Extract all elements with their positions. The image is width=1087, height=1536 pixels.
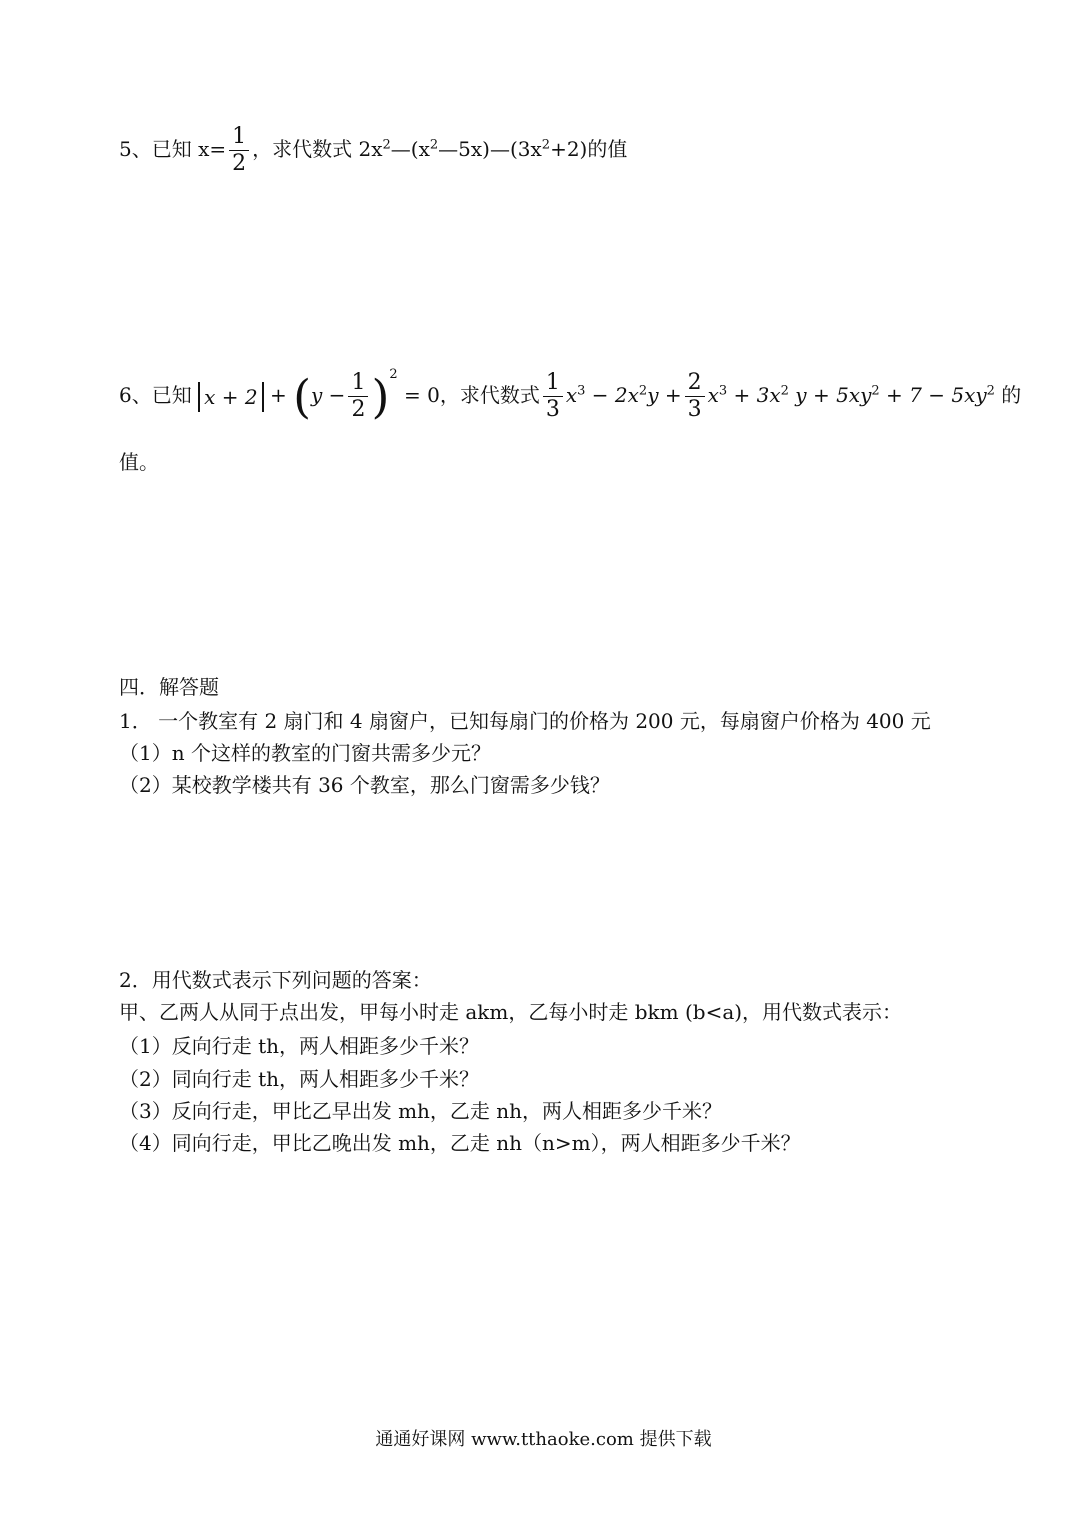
problem-2-q4: （4）同向行走，甲比乙晚出发 mh，乙走 nh（n>m），两人相距多少千米？ — [119, 1131, 801, 1155]
fraction-two-thirds: $\frac{2}{3}$ — [685, 370, 705, 423]
problem-1-stem: 1． 一个教室有 2 扇门和 4 扇窗户，已知每扇门的价格为 200 元，每扇窗户价格为 400 元 — [119, 709, 931, 733]
fraction-half: $\frac{1}{2}$ — [348, 370, 368, 423]
page-footer: 通通好课网 www.tthaoke.com 提供下载 — [375, 1429, 712, 1450]
absolute-value: x + 2 — [198, 382, 263, 412]
fraction-one-half: $\frac{1}{2}$ — [229, 124, 249, 177]
problem-2-intro: 甲、乙两人从同于点出发，甲每小时走 akm，乙每小时走 bkm (b<a)，用代数式表示： — [119, 1000, 903, 1024]
question-6-continued: 值。 — [119, 450, 159, 474]
section-heading: 四．解答题 — [119, 675, 219, 699]
problem-2-stem: 2．用代数式表示下列问题的答案： — [119, 968, 432, 992]
question-6: 6、已知 x + 2 + (y − $\frac{1}{2}$ )$^2$ = 0，求代数式 $\frac{1}{3}$ $x^3 - 2x^2y$ + $\frac{2}{3}$ $x^3 + 3x^2$ $y + 5xy^2 + 7 - 5xy^2$ 的 — [119, 367, 1022, 424]
problem-1-q2: （2）某校教学楼共有 36 个教室，那么门窗需多少钱？ — [119, 773, 610, 797]
problem-2-q3: （3）反向行走，甲比乙早出发 mh，乙走 nh，两人相距多少千米？ — [119, 1099, 723, 1123]
problem-2-q2: （2）同向行走 th，两人相距多少千米？ — [119, 1067, 479, 1091]
q5-prefix: 5、已知 x= — [119, 137, 227, 161]
question-5: 5、已知 x= $\frac{1}{2}$ ，求代数式 $2x^2—(x^2—5x)—(3x^2+2)$的值 — [119, 124, 628, 176]
fraction-one-third: $\frac{1}{3}$ — [543, 370, 563, 423]
problem-2-q1: （1）反向行走 th，两人相距多少千米？ — [119, 1034, 479, 1058]
problem-1-q1: （1）n 个这样的教室的门窗共需多少元？ — [119, 741, 491, 765]
